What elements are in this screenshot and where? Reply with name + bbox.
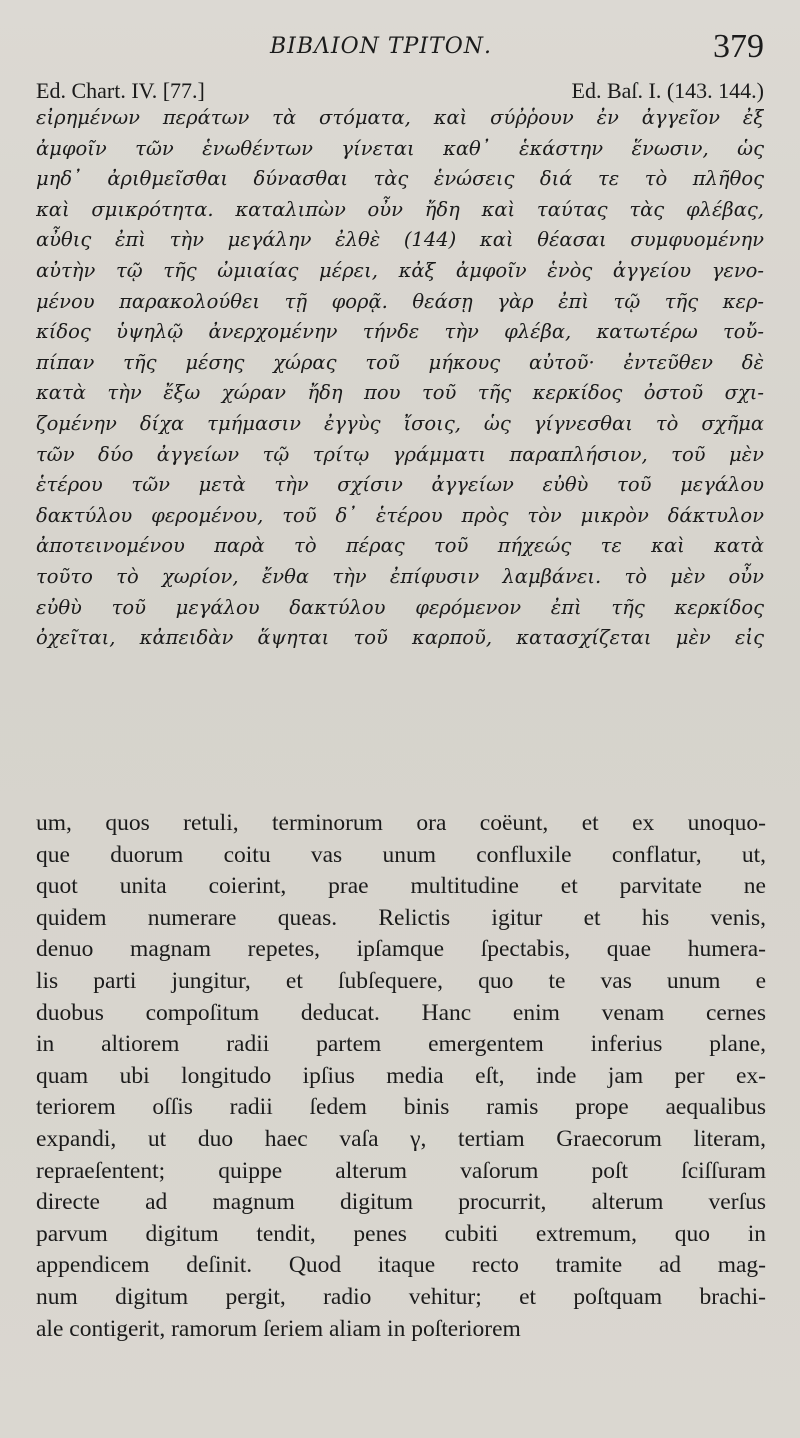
latin-line: num digitum pergit, radio vehitur; et poſtquam brachi- — [36, 1283, 766, 1310]
running-title: ΒΙΒΛΙΟΝ ΤΡΙΤΟΝ. — [270, 34, 493, 59]
latin-line: repraeſentent; quippe alterum vaſorum poſt ſciſſuram — [36, 1157, 766, 1184]
latin-line: quot unita coierint, prae multitudine et parvitate ne — [36, 873, 766, 900]
latin-line: denuo magnam repetes, ipſamque ſpectabis, quae humera- — [36, 936, 766, 963]
latin-line: que duorum coitu vas unum confluxile conflatur, ut, — [36, 841, 766, 868]
greek-line: κατὰ τὴν ἔξω χώραν ἤδη που τοῦ τῆς κερκίδος ὀστοῦ σχι- — [36, 381, 764, 405]
latin-line: ale contigerit, ramorum ſeriem aliam in poſteriorem — [36, 1315, 521, 1342]
latin-line: quidem numerare queas. Relictis igitur et his venis, — [36, 904, 766, 931]
greek-line: ἑτέρου τῶν μετὰ τὴν σχίσιν ἀγγείων εὐθὺ τοῦ μεγάλου — [36, 473, 764, 497]
latin-line: appendicem deſinit. Quod itaque recto tramite ad mag- — [36, 1252, 766, 1279]
page-number: 379 — [713, 28, 764, 65]
greek-line: πίπαν τῆς μέσης χώρας τοῦ μήκους αὐτοῦ· ἐντεῦθεν δὲ — [36, 350, 764, 374]
latin-line: parvum digitum tendit, penes cubiti extremum, quo in — [36, 1220, 766, 1247]
edition-left: Ed. Chart. IV. [77.] — [36, 78, 205, 103]
latin-line: teriorem oſſis radii ſedem binis ramis prope aequalibus — [36, 1094, 766, 1121]
greek-line: εὐθὺ τοῦ μεγάλου δακτύλου φερόμενον ἐπὶ τῆς κερκίδος — [36, 595, 764, 619]
greek-line: τῶν δύο ἀγγείων τῷ τρίτῳ γράμματι παραπλήσιον, τοῦ μὲν — [36, 442, 764, 466]
latin-line: um, quos retuli, terminorum ora coëunt, et ex unoquo- — [36, 810, 766, 836]
greek-line: καὶ σμικρότητα. καταλιπὼν οὖν ἤδη καὶ ταύτας τὰς φλέβας, — [36, 197, 764, 221]
greek-line: ζομένην δίχα τμήμασιν ἐγγὺς ἴσοις, ὡς γίγνεσθαι τὸ σχῆμα — [36, 411, 764, 435]
edition-right: Ed. Baſ. I. (143. 144.) — [571, 78, 764, 103]
greek-line: μηδ᾽ ἀριθμεῖσθαι δύνασθαι τὰς ἑνώσεις διά τε τὸ πλῆθος — [36, 167, 764, 191]
greek-line: ἀποτεινομένου παρὰ τὸ πέρας τοῦ πήχεώς τε καὶ κατὰ — [36, 534, 764, 558]
greek-line: ἀμφοῖν τῶν ἑνωθέντων γίνεται καθ᾽ ἑκάστην ἕνωσιν, ὡς — [36, 136, 764, 160]
greek-line: τοῦτο τὸ χωρίον, ἔνθα τὴν ἐπίφυσιν λαμβάνει. τὸ μὲν οὖν — [36, 564, 764, 588]
latin-line: duobus compoſitum deducat. Hanc enim venam cernes — [36, 999, 766, 1026]
latin-line: quam ubi longitudo ipſius media eſt, inde jam per ex- — [36, 1062, 766, 1089]
greek-line: αὐτὴν τῷ τῆς ὠμιαίας μέρει, κἀξ ἀμφοῖν ἑνὸς ἀγγείου γενο- — [36, 258, 764, 282]
running-head — [0, 28, 800, 68]
greek-line: μένου παρακολούθει τῇ φορᾷ. θεάσῃ γὰρ ἐπὶ τῷ τῆς κερ- — [36, 289, 764, 313]
greek-line: ὀχεῖται, κἀπειδὰν ἅψηται τοῦ καρποῦ, κατασχίζεται μὲν εἰς — [36, 626, 764, 650]
greek-text-block — [36, 103, 764, 654]
latin-line: in altiorem radii partem emergentem inferius plane, — [36, 1031, 766, 1058]
greek-line: αὖθις ἐπὶ τὴν μεγάλην ἐλθὲ (144) καὶ θέασαι συμφυομένην — [36, 228, 764, 252]
greek-line: δακτύλου φερομένου, τοῦ δ᾽ ἑτέρου πρὸς τὸν μικρὸν δάκτυλον — [36, 503, 764, 527]
latin-line: directe ad magnum digitum procurrit, alterum verſus — [36, 1189, 766, 1216]
greek-line: κίδος ὑψηλῷ ἀνερχομένην τήνδε τὴν φλέβα, κατωτέρω τοὔ- — [36, 320, 764, 344]
latin-line: expandi, ut duo haec vaſa γ, tertiam Graecorum literam, — [36, 1125, 766, 1152]
greek-line: εἰρημένων περάτων τὰ στόματα, καὶ σύῤῥουν ἐν ἀγγεῖον ἐξ — [36, 106, 764, 129]
latin-text-block — [36, 808, 766, 1345]
latin-line: lis parti jungitur, et ſubſequere, quo te vas unum e — [36, 967, 766, 994]
